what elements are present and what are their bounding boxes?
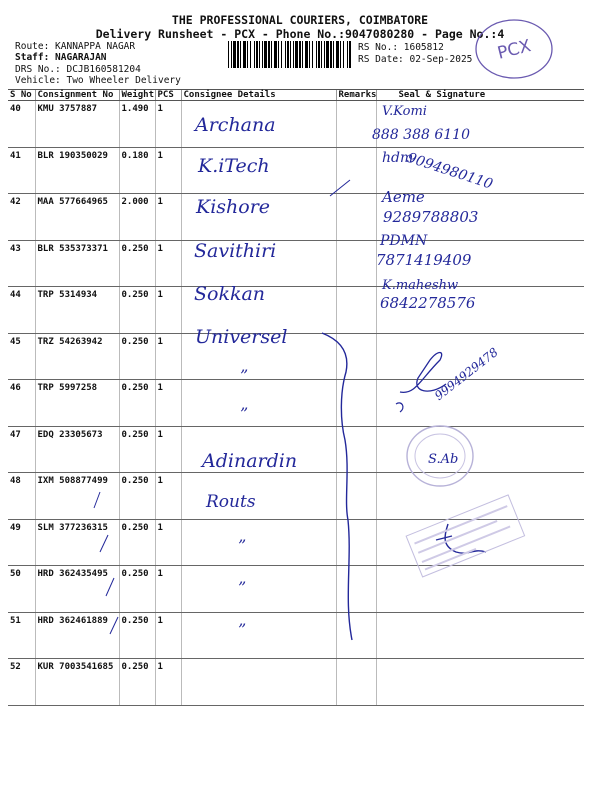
weight-cell: 2.000 xyxy=(119,194,155,241)
col-pcs: PCS xyxy=(155,90,181,101)
sno-cell: 48 xyxy=(8,473,35,520)
sno-cell: 44 xyxy=(8,287,35,334)
rs-number: RS No.: 1605812 xyxy=(358,42,444,53)
col-consignee: Consignee Details xyxy=(181,90,336,101)
phone-number: 888 388 6110 xyxy=(372,127,470,143)
ditto-mark: ” xyxy=(240,366,249,385)
weight-cell: 0.250 xyxy=(119,240,155,287)
weight-cell: 0.250 xyxy=(119,659,155,706)
sno-cell: 52 xyxy=(8,659,35,706)
weight-cell: 0.250 xyxy=(119,612,155,659)
pcs-cell: 1 xyxy=(155,333,181,380)
weight-cell: 0.180 xyxy=(119,147,155,194)
phone-number: 9289788803 xyxy=(383,208,479,226)
consignment-slash xyxy=(94,492,100,508)
sno-cell: 45 xyxy=(8,333,35,380)
pcs-cell: 1 xyxy=(155,101,181,148)
company-title: THE PROFESSIONAL COURIERS, COIMBATORE xyxy=(171,13,429,27)
consignee-name: Sokkan xyxy=(194,283,266,305)
pcs-cell: 1 xyxy=(155,380,181,427)
signature: PDMN xyxy=(380,233,428,249)
consignment-slash xyxy=(100,535,108,552)
weight-cell: 0.250 xyxy=(119,519,155,566)
consignment-cell: HRD 362461889 xyxy=(35,612,119,659)
consignee-name: Archana xyxy=(195,114,276,136)
consignee-name: Savithiri xyxy=(194,240,277,262)
consignment-cell: HRD 362435495 xyxy=(35,566,119,613)
weight-cell: 0.250 xyxy=(119,380,155,427)
weight-cell: 0.250 xyxy=(119,287,155,334)
consignment-cell: KUR 7003541685 xyxy=(35,659,119,706)
pcs-cell: 1 xyxy=(155,426,181,473)
consignment-cell: SLM 377236315 xyxy=(35,519,119,566)
consignment-cell: TRP 5314934 xyxy=(35,287,119,334)
phone-number: 6842278576 xyxy=(380,294,476,312)
consignment-slash xyxy=(106,578,114,596)
consignment-cell: BLR 190350029 xyxy=(35,147,119,194)
weight-cell: 0.250 xyxy=(119,473,155,520)
sno-cell: 40 xyxy=(8,101,35,148)
consignment-slash xyxy=(110,617,118,634)
consignment-cell: EDQ 23305673 xyxy=(35,426,119,473)
stamp-text: PCX xyxy=(495,36,534,64)
sno-cell: 49 xyxy=(8,519,35,566)
scribble-signature xyxy=(396,403,403,412)
weight-cell: 0.250 xyxy=(119,426,155,473)
phone-number: 9994929478 xyxy=(432,344,501,404)
signature: V.Komi xyxy=(382,104,427,119)
consignee-name: Kishore xyxy=(196,196,271,218)
phone-number: 9094980110 xyxy=(405,150,495,193)
consignment-cell: MAA 577664965 xyxy=(35,194,119,241)
sno-cell: 41 xyxy=(8,147,35,194)
weight-cell: 0.250 xyxy=(119,566,155,613)
runsheet-title: Delivery Runsheet - PCX - Phone No.:9047080280 - Page No.:4 xyxy=(95,27,505,41)
weight-cell: 1.490 xyxy=(119,101,155,148)
ditto-mark: ” xyxy=(238,578,247,597)
sno-cell: 47 xyxy=(8,426,35,473)
pcs-cell: 1 xyxy=(155,147,181,194)
consignee-name: Universel xyxy=(195,326,288,348)
sno-cell: 51 xyxy=(8,612,35,659)
faint-round-stamp xyxy=(407,426,473,486)
phone-number: 7871419409 xyxy=(376,251,472,269)
col-weight: Weight xyxy=(119,90,155,101)
pcs-cell: 1 xyxy=(155,287,181,334)
col-sno: S No xyxy=(8,90,35,101)
sno-cell: 42 xyxy=(8,194,35,241)
pcs-cell: 1 xyxy=(155,473,181,520)
sno-cell: 50 xyxy=(8,566,35,613)
pcs-cell: 1 xyxy=(155,240,181,287)
pcs-cell: 1 xyxy=(155,566,181,613)
scribble-signature xyxy=(400,353,446,393)
consignment-cell: KMU 3757887 xyxy=(35,101,119,148)
staff-label: Staff: NAGARAJAN xyxy=(15,52,107,63)
ditto-mark: ” xyxy=(240,404,249,423)
signature: K.maheshw xyxy=(382,278,459,293)
signature: S.Ab xyxy=(428,452,459,467)
col-consignment: Consignment No xyxy=(35,90,119,101)
sno-cell: 43 xyxy=(8,240,35,287)
pcs-cell: 1 xyxy=(155,519,181,566)
ditto-mark: ” xyxy=(238,536,247,555)
pcs-cell: 1 xyxy=(155,194,181,241)
weight-cell: 0.250 xyxy=(119,333,155,380)
consignee-name: Routs xyxy=(206,492,256,512)
vehicle-label: Vehicle: Two Wheeler Delivery xyxy=(15,75,181,86)
route-label: Route: KANNAPPA NAGAR xyxy=(15,41,136,52)
pcs-cell: 1 xyxy=(155,659,181,706)
pcs-cell: 1 xyxy=(155,612,181,659)
remark-tick xyxy=(330,180,350,196)
consignment-cell: BLR 535373371 xyxy=(35,240,119,287)
sno-cell: 46 xyxy=(8,380,35,427)
col-remarks: Remarks xyxy=(336,90,376,101)
faint-round-stamp xyxy=(415,434,465,478)
signature: hdm xyxy=(382,150,414,166)
consignment-cell: TRP 5997258 xyxy=(35,380,119,427)
ditto-mark: ” xyxy=(238,620,247,639)
consignment-cell: IXM 508877499 xyxy=(35,473,119,520)
consignee-name: K.iTech xyxy=(198,155,270,177)
faint-rect-stamp xyxy=(406,495,524,577)
consignment-cell: TRZ 54263942 xyxy=(35,333,119,380)
col-signature: Seal & Signature xyxy=(376,90,584,101)
signature: Aeme xyxy=(382,188,425,206)
consignee-name: Adinardin xyxy=(202,450,298,472)
rs-date: RS Date: 02-Sep-2025 xyxy=(358,54,473,65)
brace-mark xyxy=(322,333,352,640)
drs-number: DRS No.: DCJB160581204 xyxy=(15,64,141,75)
